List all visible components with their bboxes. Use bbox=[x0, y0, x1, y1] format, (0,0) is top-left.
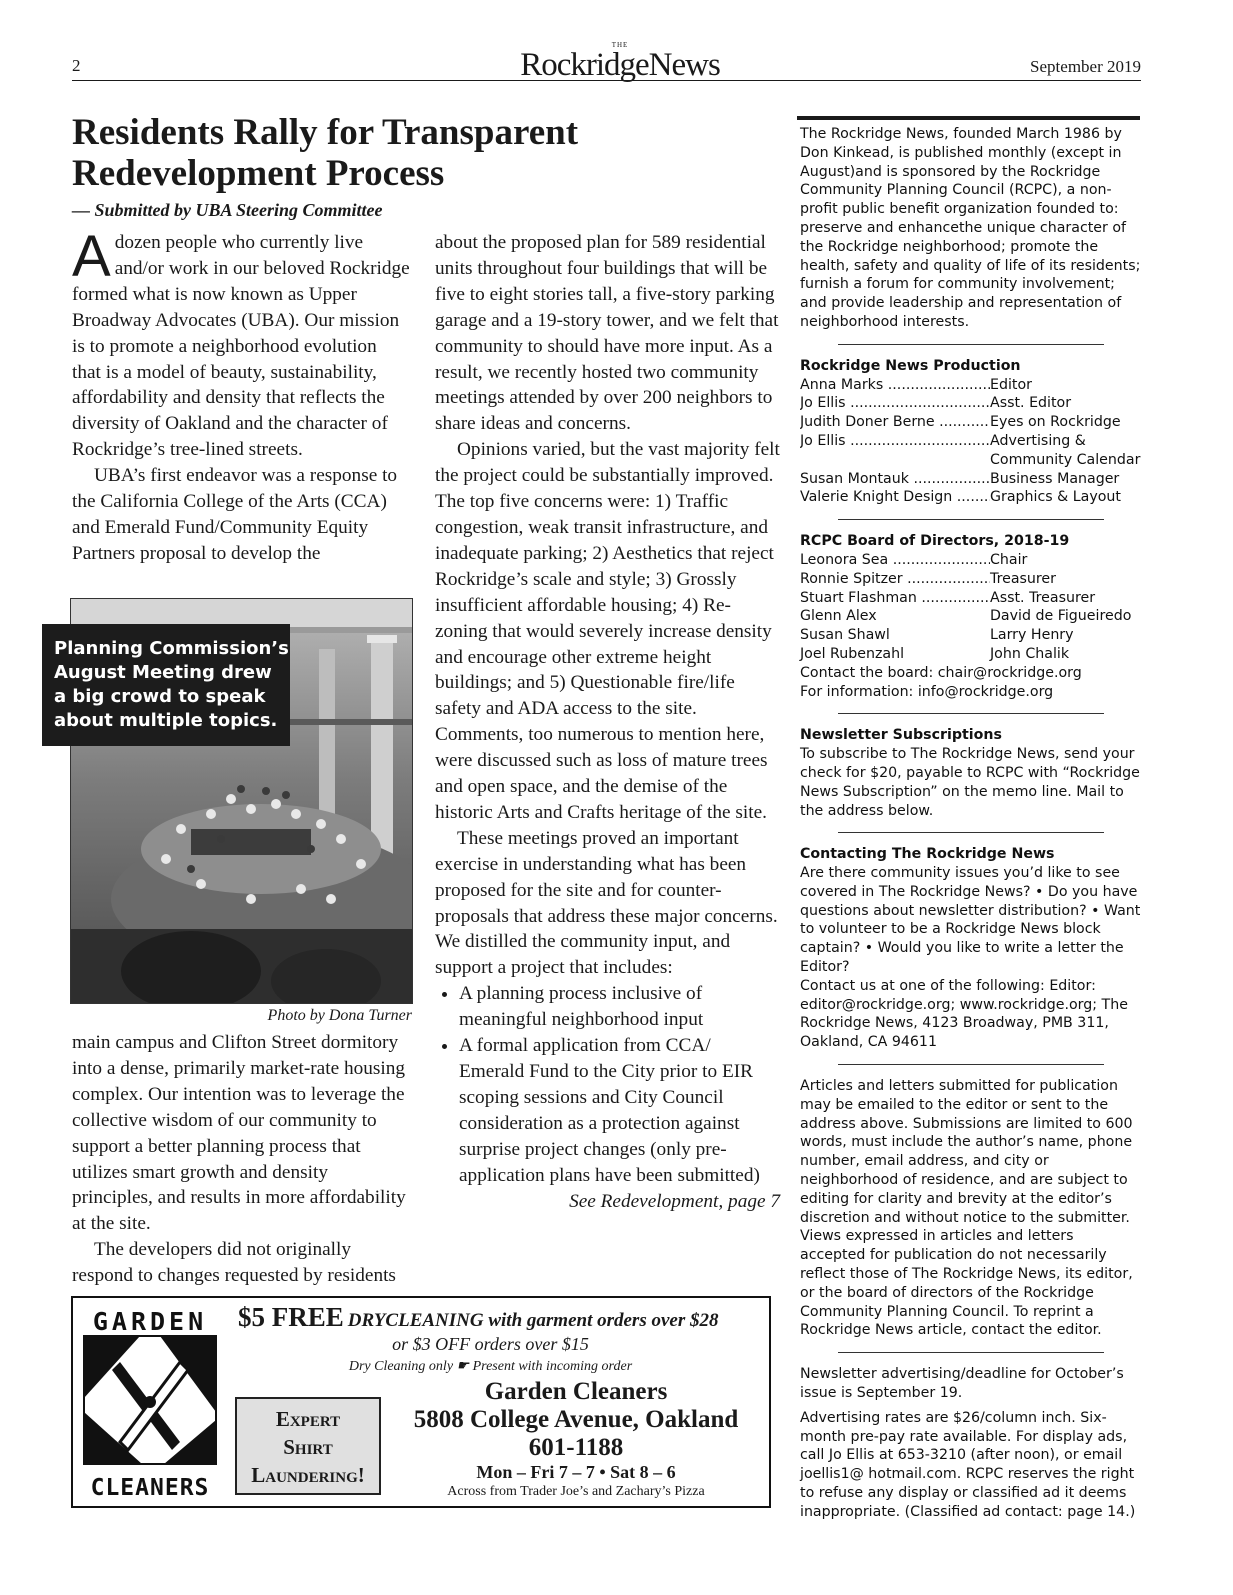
staff-row bbox=[800, 413, 1142, 432]
article-paragraph: main campus and Clifton Street dormitory into a dense, primarily market-rate housing complex. Our intention was to leverage the collective wisdom of our community to support a better planning process that utilizes smart growth and density principles, and results in more affordability at the site. bbox=[72, 1032, 406, 1235]
support-list bbox=[435, 981, 780, 1188]
board-member: Joel Rubenzahl bbox=[800, 645, 905, 662]
staff-name: Jo Ellis ..... bbox=[800, 432, 990, 470]
staff-name: Susan Montauk ..... bbox=[800, 470, 990, 489]
ad-business bbox=[391, 1378, 761, 1462]
board-role: Treasurer bbox=[990, 570, 1056, 587]
board-role: Asst. Treasurer bbox=[990, 589, 1096, 606]
article-paragraph: The developers did not originally respond to changes requested by residents bbox=[72, 1239, 396, 1287]
staff-role: Asst. Editor bbox=[990, 395, 1072, 412]
article-headline: Residents Rally for Transparent Redevelopment Process bbox=[72, 112, 579, 194]
staff-row bbox=[800, 470, 1142, 489]
article-column-1-bottom bbox=[72, 1030, 410, 1289]
contacting-addresses: Contact us at one of the following: Editor: editor@rockridge.org; www.rockridge.org; The Rockridge News, 4123 Broadway, PMB 311, Oakland, CA 94611 bbox=[800, 977, 1128, 1051]
staff-row bbox=[800, 432, 1142, 470]
staff-row bbox=[800, 488, 1142, 507]
masthead-sidebar bbox=[800, 125, 1142, 1522]
article-paragraph bbox=[72, 224, 410, 463]
staff-role: Editor bbox=[990, 376, 1032, 393]
divider bbox=[838, 832, 1104, 833]
article-paragraph: about the proposed plan for 589 residential units throughout four buildings that will be five to eight stories tall, a five-story parking garage and a 19-story tower, and we felt that community to should have more input. As a result, we recently hosted two community meetings attended by over 200 neighbors to share ideas and concerns. bbox=[435, 232, 779, 435]
masthead-the: THE bbox=[611, 41, 629, 49]
contacting-text: Are there community issues you’d like to see covered in The Rockridge News? • Do you have questions about newsletter distribution? • Want to volunteer to be a Rockridge News block captain? • Would you like to write a letter the Editor? bbox=[800, 865, 1141, 976]
divider bbox=[838, 519, 1104, 520]
board-member-row bbox=[800, 645, 1142, 664]
subscriptions-heading: Newsletter Subscriptions bbox=[800, 727, 1002, 744]
board-member: Glenn Alex bbox=[800, 608, 877, 625]
board-member: John Chalik bbox=[990, 645, 1070, 662]
garden-cleaners-logo bbox=[80, 1302, 220, 1502]
logo-top-text: GARDEN bbox=[92, 1307, 208, 1336]
list-item: • A formal application from CCA/ Emerald Fund to the City prior to EIR scoping sessions and City Council consideration as a protection against surprise project changes (only pre-application plans have been submitted) bbox=[459, 1033, 780, 1188]
business-hours: Mon – Fri 7 – 7 • Sat 8 – 6 bbox=[476, 1462, 676, 1482]
masthead bbox=[460, 41, 780, 81]
garden-cleaners-ad bbox=[71, 1296, 771, 1508]
ad-offer bbox=[238, 1302, 768, 1333]
box-line: Shirt bbox=[283, 1435, 333, 1459]
article-column-1-top bbox=[72, 224, 410, 567]
board-member-row bbox=[800, 607, 1142, 626]
photo-caption: Planning Commission’s August Meeting drew a big crowd to speak about multiple topics. bbox=[42, 624, 290, 746]
business-name: Garden Cleaners bbox=[484, 1378, 668, 1405]
ad-offer-rest: DRYCLEANING with garment orders over $28 bbox=[347, 1310, 719, 1331]
board-name: Stuart Flashman ..... bbox=[800, 589, 990, 608]
ad-deadline: Newsletter advertising/deadline for October’s issue is September 19. bbox=[800, 1366, 1124, 1402]
staff-row bbox=[800, 394, 1142, 413]
sidebar-rule bbox=[797, 116, 1140, 120]
board-row bbox=[800, 570, 1142, 589]
staff-row bbox=[800, 376, 1142, 395]
business-location-note: Across from Trader Joe’s and Zachary’s Pizza bbox=[447, 1484, 705, 1499]
board-member: David de Figueiredo bbox=[990, 608, 1132, 625]
board-member: Larry Henry bbox=[990, 627, 1074, 644]
box-line: Expert bbox=[275, 1407, 341, 1431]
board-row bbox=[800, 589, 1142, 608]
drop-cap: A bbox=[72, 224, 111, 289]
board-heading: RCPC Board of Directors, 2018-19 bbox=[800, 533, 1070, 550]
staff-name: Judith Doner Berne ..... bbox=[800, 413, 990, 432]
contacting-heading: Contacting The Rockridge News bbox=[800, 846, 1055, 863]
business-address: 5808 College Avenue, Oakland bbox=[413, 1406, 739, 1433]
board-row bbox=[800, 551, 1142, 570]
ad-offer-2: or $3 OFF orders over $15 bbox=[392, 1334, 589, 1354]
article-column-2 bbox=[435, 230, 780, 1214]
sidebar-intro: The Rockridge News, founded March 1986 by Don Kinkead, is published monthly (except in August)and is sponsored by the Rockridge Community Planning Council (RCPC), a non-profit public benefit organization founded to: preserve and enhancethe unique character of the Rockridge neighborhood; promote the health, safety and quality of life of its residents; furnish a forum for community involvement; and provide leadership and representation of neighborhood interests. bbox=[800, 126, 1141, 330]
divider bbox=[838, 1352, 1104, 1353]
photo-credit: Photo by Dona Turner bbox=[267, 1007, 412, 1024]
board-role: Chair bbox=[990, 551, 1028, 568]
page-number: 2 bbox=[72, 56, 81, 75]
ad-offer-3: Dry Cleaning only ☛ Present with incoming order bbox=[348, 1359, 633, 1374]
ad-offer-big: $5 FREE bbox=[238, 1302, 344, 1332]
staff-role: Graphics & Layout bbox=[990, 489, 1121, 506]
staff-role: Eyes on Rockridge bbox=[990, 414, 1121, 431]
divider bbox=[838, 1064, 1104, 1065]
shirt-laundering-box bbox=[235, 1397, 381, 1495]
board-member-row bbox=[800, 626, 1142, 645]
board-name: Ronnie Spitzer ..... bbox=[800, 570, 990, 589]
list-item: • A planning process inclusive of meaningful neighborhood input bbox=[459, 981, 780, 1033]
board-contact: Contact the board: chair@rockridge.org bbox=[800, 664, 1082, 681]
paragraph-text: dozen people who currently live and/or work in our beloved Rockridge formed what is now known as Upper Broadway Advocates (UBA). Our mission is to promote a neighborhood evolution that is a model of beauty, sustainability, affordability and density that reflects the diversity of Oakland and the character of Rockridge’s tree-lined streets. bbox=[72, 232, 410, 461]
staff-name: Valerie Knight Design ..... bbox=[800, 488, 990, 507]
board-member: Susan Shawl bbox=[800, 627, 890, 644]
issue-date: September 2019 bbox=[1030, 57, 1141, 76]
submissions-policy: Articles and letters submitted for publication may be emailed to the editor or sent to the address above. Submissions are limited to 600 words, must include the author’s name, phone number, email address, and city or neighborhood of residence, and are subject to editing for clarity and brevity at the editor’s discretion and without notice to the submitter. Views expressed in articles and letters accepted for publication do not necessarily reflect those of The Rockridge News, its editor, or the board of directors of the Rockridge Community Planning Council. To reprint a Rockridge News article, contact the editor. bbox=[800, 1078, 1133, 1339]
article-paragraph: Opinions varied, but the vast majority felt the project could be substantially improved. The top five concerns were: 1) Traffic congestion, weak transit infrastructure, and inadequate parking; 2) Aesthetics that reject Rockridge’s scale and style; 3) Grossly insufficient affordable housing; 4) Re-zoning that would severely increase density and encourage other extreme height buildings; and 5) Questionable fire/life safety and ADA access to the site. Comments, too numerous to mention here, were discussed such as loss of mature trees and open space, and the demise of the historic Arts and Crafts heritage of the site. bbox=[435, 439, 780, 823]
board-name: Leonora Sea ..... bbox=[800, 551, 990, 570]
ad-rates: Advertising rates are $26/column inch. Six-month pre-pay rate available. For display ads, call Jo Ellis at 653-3210 (after noon), or email joellis1@ hotmail.com. RCPC reserves the right to refuse any display or classified ad it deems inappropriate. (Classified ad contact: page 14.) bbox=[800, 1409, 1136, 1520]
production-heading: Rockridge News Production bbox=[800, 357, 1021, 374]
board-info: For information: info@rockridge.org bbox=[800, 683, 1054, 700]
masthead-name: RockridgeNews bbox=[520, 47, 720, 83]
article-byline: — Submitted by UBA Steering Committee bbox=[72, 200, 383, 220]
logo-bottom-text: CLEANERS bbox=[90, 1475, 210, 1501]
subscriptions-text: To subscribe to The Rockridge News, send your check for $20, payable to RCPC with “Rockridge News Subscription” on the memo line. Mail to the address below. bbox=[800, 746, 1140, 819]
staff-name: Jo Ellis ..... bbox=[800, 394, 990, 413]
article-paragraph: UBA’s first endeavor was a response to the California College of the Arts (CCA) and Emerald Fund/Community Equity Partners proposal to develop the bbox=[72, 465, 398, 564]
divider bbox=[838, 344, 1104, 345]
divider bbox=[838, 713, 1104, 714]
staff-name: Anna Marks ..... bbox=[800, 376, 990, 395]
staff-role: Advertising & Community Calendar bbox=[990, 432, 1141, 468]
article-paragraph: These meetings proved an important exercise in understanding what has been proposed for the site and for counter-proposals that address these major concerns. We distilled the community input, and support a project that includes: bbox=[435, 827, 778, 979]
jump-line: See Redevelopment, page 7 bbox=[569, 1190, 780, 1212]
staff-role: Business Manager bbox=[990, 470, 1120, 487]
business-phone: 601-1188 bbox=[528, 1434, 624, 1461]
header-rule bbox=[72, 80, 1141, 81]
box-line: Laundering! bbox=[251, 1463, 365, 1487]
